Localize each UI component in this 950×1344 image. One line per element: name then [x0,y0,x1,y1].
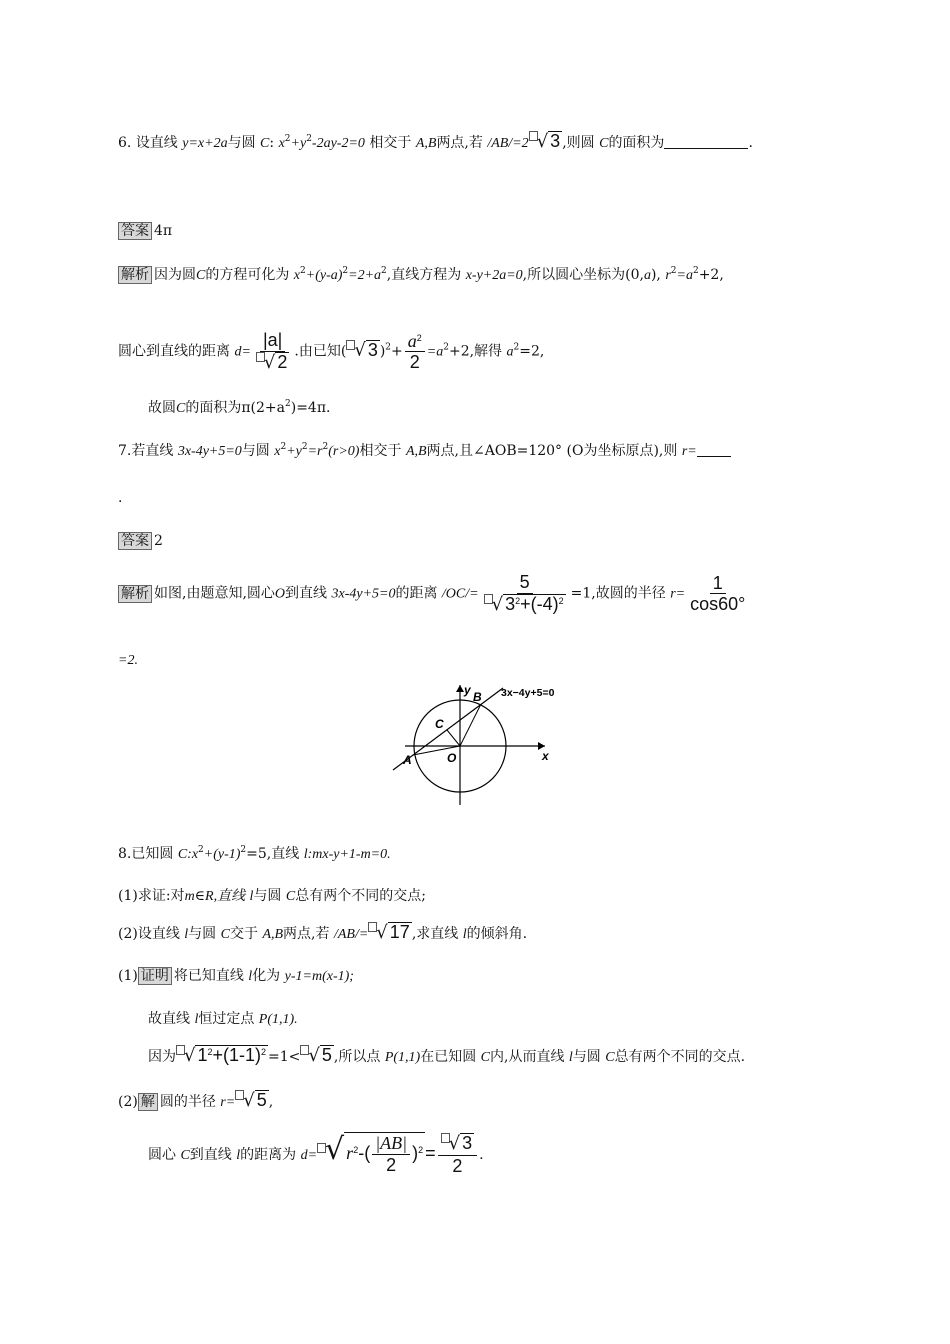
a6-text: 因为圆 [154,267,196,283]
a8-text: 恒过定点 [198,1011,255,1027]
a6-text: )=4π. [290,400,331,416]
root: 3 [367,339,378,360]
sqrt-icon: √ [308,1045,320,1066]
sqrt-icon: √ [243,1090,255,1111]
a6-text: =2, [519,343,545,360]
q8-var: m∈R,直线 [184,889,246,904]
q6-circle-name: C [599,136,609,151]
q6-text: 相交于 [369,135,412,151]
q8-text: 已知圆 [131,846,174,862]
sqrt-icon: √ [491,593,504,615]
q7-var: r= [681,444,697,459]
a8-var: C [180,1148,190,1163]
root-part: 1 [197,1045,208,1065]
q6-text: 与圆 [227,135,256,151]
frac-num: |a| [260,330,285,352]
a6-var: x [293,268,301,283]
a6-analysis-1 [118,266,724,285]
q6-text: ,则圆 [562,135,595,151]
a6-var: a [506,344,514,360]
sqrt-icon: √ [376,922,388,943]
frac-den: 2 [386,1154,397,1175]
q7-text: 若直线 [131,443,174,459]
label-A: A [403,753,412,767]
exp: 2 [443,342,449,353]
root: 2 [277,351,288,372]
a8-text: ,所以点 [333,1049,381,1065]
a8-text: , [268,1094,274,1110]
q6-text: 的面积为 [608,135,665,151]
a8-text: 总有两个不同的交点. [614,1049,746,1065]
a6-analysis-3 [148,400,331,418]
frac-num [438,1133,478,1156]
q8-text: (2)设直线 [118,926,180,942]
q8-eq: :mx-y+1-m=0. [307,847,391,862]
a8-text: (1) [118,968,138,984]
q6-circle-name: C [260,136,270,151]
label-C: C [435,717,444,731]
q7-circle-eq: x [274,444,281,459]
segment-OB [460,704,481,746]
a8-var: l [236,1148,241,1163]
a8-var: C [605,1050,615,1065]
a6-var: =a [426,344,444,360]
a8-line-3 [148,1045,745,1067]
frac-num [372,1133,410,1155]
a8-text: 故直线 [148,1011,190,1027]
a8-var: P(1,1). [258,1012,298,1027]
sqrt-icon: √ [325,1132,345,1167]
q8-var: l [249,889,254,904]
q8-text: =5,直线 [246,846,300,862]
q6-line-eq: y=x+2a [182,136,228,151]
a8-line-2 [148,1011,298,1029]
exp: 2 [670,266,677,276]
q7-circle-eq: =r [307,444,323,459]
a8-var: r= [220,1095,236,1110]
exp: 2 [198,845,204,855]
proof-label: 证明 [138,967,172,985]
q6-text: 设直线 [135,135,178,151]
q8-number: 8. [118,846,132,862]
a6-var: a [407,330,417,351]
a8-line-5 [148,1132,484,1177]
a8-text: 将已知直线 [173,968,244,984]
q8-part1 [118,888,426,906]
a6-text: 故圆 [148,400,176,416]
fraction [481,572,569,615]
exp: 2 [301,442,308,452]
q6-circle-eq: -2ay-2=0 [311,136,365,151]
q7-circle-eq: (r>0) [328,444,360,459]
a8-var: P(1,1) [384,1050,421,1065]
a6-var: x-y+2a=0 [465,268,523,283]
a6-analysis-2 [118,330,544,373]
frac-den: 2 [409,352,420,373]
a7-answer [118,532,163,550]
a8-text: (2) [118,1094,138,1110]
a7-var: 3x-4y+5=0 [331,586,396,602]
a6-text: ), [650,267,661,283]
q6-text: 两点,若 [436,135,483,151]
a8-text: 内,从而直线 [490,1049,565,1065]
exp: 2 [284,134,291,144]
a6-var: =a [676,268,693,283]
exp: 2 [515,595,521,606]
exp: 2 [692,266,699,276]
a6-var: C [196,268,206,283]
a6-text: ) [379,343,386,360]
answer-label: 答案 [118,222,152,240]
q8-text: 与圆 [188,926,217,942]
q6-colon: : [269,135,275,151]
y-arrow-icon [456,685,464,692]
label-x: x [542,749,549,763]
exp: 2 [261,1047,267,1057]
q6-end: . [748,135,753,151]
q6-line [118,131,753,153]
fraction [253,330,293,373]
fraction [405,331,425,373]
exp: 2 [322,442,329,452]
exp: 2 [342,266,349,276]
q8-part2 [118,922,527,944]
label-O: O [447,751,457,765]
a6-answer [118,222,172,240]
a8-text: 化为 [252,968,281,984]
fraction [438,1133,478,1176]
a8-line-4 [118,1090,273,1112]
q6-chord: /AB/=2 [487,136,529,151]
q8-var: A,B [262,927,284,942]
frac-den [253,352,293,374]
q8-text: 两点,若 [283,926,330,942]
root [195,1045,268,1066]
exp: 2 [418,1145,424,1155]
frac-den: 2 [452,1156,463,1176]
a6-text: ,所以圆心坐标为(0, [522,267,644,283]
frac-den [481,594,569,616]
a6-text: +2,解得 [448,343,503,360]
a8-text: 圆的半径 [159,1094,216,1110]
exp: 2 [207,1047,213,1057]
a6-text: ,直线方程为 [386,267,462,283]
q6-circle-eq: x [278,136,285,151]
root: 3 [462,1133,473,1154]
a8-text: 到直线 [189,1147,232,1163]
a8-var: C [480,1050,491,1065]
sqrt-icon: √ [354,339,366,361]
a8-var: |AB| [375,1133,408,1154]
answer-value: 4π [154,223,173,239]
q8-eq: +(y-1) [203,847,241,862]
root-part: 3 [505,593,516,614]
a6-text: 圆心到直线的距离 [118,343,230,360]
exp: 2 [306,134,312,144]
a6-var: C [176,401,186,416]
a7-text: 如图,由题意知,圆心 [154,585,275,602]
q8-var: C [285,889,296,904]
answer-blank[interactable] [664,148,748,149]
sqrt-icon: √ [448,1133,461,1155]
sqrt-icon: √ [263,351,276,373]
a7-var: r= [670,586,686,602]
q8-var: l [184,927,189,942]
frac-num: 1 [710,573,726,595]
label-line-eq: 3x−4y+5=0 [501,687,555,699]
frac-num [405,331,425,353]
sqrt-icon: √ [536,131,549,152]
q8-var: l [462,927,467,942]
q7-text: 相交于 [359,443,402,459]
a8-text: 因为 [148,1049,176,1065]
a6-text: +2, [698,267,724,283]
a7-text: 到直线 [285,585,328,602]
q7-dot: . [118,490,123,506]
a8-text: = [425,1143,436,1163]
q8-text: 与圆 [253,888,282,904]
q7-number: 7. [118,443,132,459]
q8-var: /AB/= [333,927,369,942]
q6-points: A,B [415,136,437,151]
a8-var: r [346,1143,354,1163]
a8-text: 圆心 [148,1147,176,1163]
exp: 2 [285,399,291,409]
sqrt-icon: √ [184,1045,196,1066]
a8-text: 在已知圆 [420,1049,477,1065]
frac-num: 5 [517,572,533,594]
geometry-figure [385,680,565,810]
q8-text: 的倾斜角. [466,926,528,942]
exp: 2 [416,332,422,343]
root: 5 [321,1045,332,1065]
exp: 2 [353,1145,359,1155]
analysis-label: 解析 [118,585,152,603]
a7-text: =1,故圆的半径 [570,585,666,602]
a6-text: 的面积为π(2+a [185,400,285,416]
answer-blank[interactable] [697,456,731,457]
a8-text: - [358,1143,365,1163]
exp: 2 [280,442,287,452]
a8-text: =1< [268,1049,301,1065]
a6-text: 的方程可化为 [205,267,290,283]
root-part: +(-4) [520,593,559,614]
a6-var: r [665,268,671,283]
q7-line [118,443,731,461]
a6-var: a [643,268,651,283]
answer-label: 答案 [118,532,152,550]
a8-text: 的距离为 [240,1147,297,1163]
fraction [372,1133,410,1175]
q7-circle-eq: +y [286,444,302,459]
a6-text: .由已知( [294,343,347,360]
a8-var: y-1=m(x-1); [284,969,354,984]
a7-text: =2. [118,653,138,668]
a7-var: O [274,586,286,602]
label-B: B [473,690,482,704]
a6-var: +(y-a) [305,268,343,283]
q8-line [118,846,391,864]
q8-text: ,求直线 [411,926,459,942]
q7-text: (O为坐标原点),则 [566,443,678,459]
a8-text: 与圆 [572,1049,601,1065]
q8-var: l [303,847,308,862]
exp: 2 [240,845,247,855]
q8-eq: C:x [177,847,199,862]
exp: 2 [381,266,387,276]
root-part: +(1-1) [212,1045,262,1065]
q7-line-eq: 3x-4y+5=0 [177,444,242,459]
a7-var: /OC/= [441,586,479,602]
answer-value: 2 [154,533,163,549]
q6-circle-eq: +y [290,136,307,151]
a6-var: d= [234,344,251,360]
q8-var: C [220,927,230,942]
exp: 2 [513,342,520,353]
a8-text: . [479,1147,484,1163]
root: $r^2-$( $\frac{|AB|}{2}$ )$^2$ [346,1133,424,1175]
a8-var: d= [300,1148,318,1163]
a8-var: l [194,1012,199,1027]
frac-den: cos60° [690,594,746,615]
q8-text: 总有两个不同的交点; [295,888,426,904]
a8-var: l [568,1050,573,1065]
segment-OC [447,730,460,746]
a6-text: + [391,343,403,360]
fraction [687,573,748,615]
a6-var: =2+a [348,268,382,283]
q8-text: 交于 [229,926,258,942]
solution-label: 解 [138,1093,158,1111]
q7-points: A,B [405,444,427,459]
q7-text: 两点,且∠AOB=120° [426,443,563,459]
a7-analysis-1 [118,572,750,615]
q6-number: 6. [118,135,132,151]
exp: 2 [385,342,392,353]
q6-root: 3 [550,131,561,151]
a8-var: l [248,969,253,984]
exp: 2 [300,266,306,276]
root: 17 [389,922,410,942]
exp: 2 [558,595,564,606]
a8-line-1 [118,967,354,986]
analysis-label: 解析 [118,266,152,284]
q8-text: (1)求证:对 [118,888,185,904]
a7-analysis-2 [118,652,138,670]
q7-text: 与圆 [241,443,270,459]
label-y: y [464,683,471,697]
root [503,594,566,615]
a7-text: 的距离 [395,585,438,602]
root: 5 [256,1090,267,1110]
